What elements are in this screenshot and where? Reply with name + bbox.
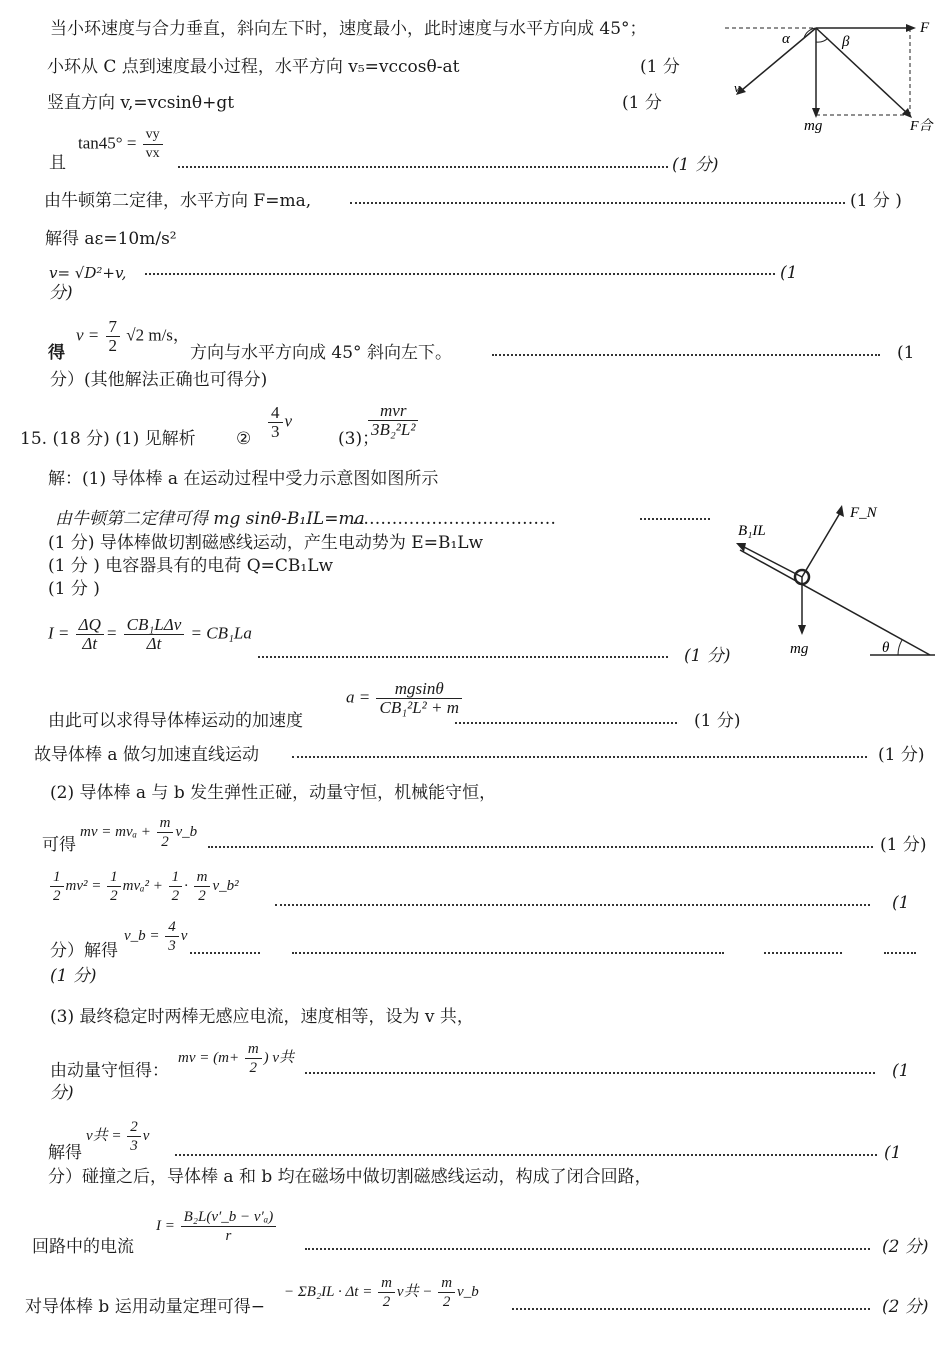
score-mark: (2 分) bbox=[882, 1297, 929, 1317]
score-mark: (1 bbox=[884, 1143, 902, 1163]
score-mark: (1 分) bbox=[878, 745, 925, 765]
text-line: (1 分 ) bbox=[48, 579, 100, 599]
leader-dots bbox=[258, 656, 668, 658]
eq-tail: v_b bbox=[457, 1283, 479, 1300]
eq-part: v_b² bbox=[212, 877, 239, 894]
label-Fhe: F合 bbox=[910, 119, 933, 134]
text-line: 由此可以求得导体棒运动的加速度 bbox=[48, 711, 303, 731]
score-mark: (1 分) bbox=[684, 646, 731, 666]
leader-dots bbox=[190, 952, 260, 954]
leader-dots bbox=[275, 904, 870, 906]
equation-momentum bbox=[80, 814, 197, 851]
text-line: 故导体棒 a 做匀加速直线运动 bbox=[34, 745, 259, 765]
text-line: 得 bbox=[48, 343, 65, 363]
eq-var: v bbox=[142, 1127, 150, 1144]
text-line: ……………………………… bbox=[352, 509, 556, 529]
answer-label: (3)； bbox=[338, 429, 380, 449]
equation-impulse bbox=[284, 1274, 479, 1311]
text-line: (1 分) 导体棒做切割磁感线运动，产生电动势为 E=B₁Lw bbox=[48, 533, 484, 553]
text-line: (3) 最终稳定时两棒无感应电流，速度相等，设为 v 共， bbox=[50, 1007, 474, 1027]
eq-num: 1 bbox=[50, 868, 64, 887]
leader-dots bbox=[305, 1248, 870, 1250]
eq-den: 2 bbox=[53, 888, 61, 904]
score-mark: 分) bbox=[50, 1083, 74, 1103]
eq-den: 3 bbox=[271, 422, 280, 441]
equation-vcommon bbox=[86, 1118, 149, 1155]
text-line: 竖直方向 v,=vcsinθ+gt bbox=[47, 93, 235, 113]
leader-dots bbox=[145, 273, 775, 275]
text-line: 解得 aε=10m/s² bbox=[45, 229, 177, 249]
equation-vb bbox=[124, 918, 187, 955]
label-alpha: α bbox=[782, 31, 790, 47]
leader-dots bbox=[512, 1308, 870, 1310]
eq-part: mv² = bbox=[65, 877, 102, 894]
text-line: 当小环速度与合力垂直，斜向左下时，速度最小，此时速度与水平方向成 45°； bbox=[50, 19, 647, 39]
eq-den: 2 bbox=[442, 1294, 451, 1310]
leader-dots bbox=[455, 722, 677, 724]
leader-dots bbox=[884, 952, 916, 954]
score-mark: (1 分) bbox=[880, 835, 927, 855]
eq-den: Δt bbox=[146, 634, 162, 653]
eq-num: m bbox=[194, 868, 211, 887]
force-diagram-ring bbox=[720, 10, 945, 135]
label-mg: mg bbox=[804, 118, 823, 134]
equation-tan45 bbox=[78, 126, 165, 163]
score-mark: (1 bbox=[892, 893, 910, 913]
text-line: 小环从 C 点到速度最小过程，水平方向 v₅=vccosθ-at bbox=[47, 57, 460, 77]
eq-var: v bbox=[180, 927, 188, 944]
eq-num: m bbox=[245, 1040, 262, 1059]
eq-num: mgsinθ bbox=[376, 680, 462, 699]
eq-num: 1 bbox=[107, 868, 121, 887]
eq-lhs: − ΣB₂IL · Δt = bbox=[284, 1283, 373, 1300]
text-line: 可得 bbox=[42, 835, 76, 855]
eq-tail: = CB₁La bbox=[190, 623, 252, 643]
eq-den: 2 bbox=[110, 888, 118, 904]
eq-den: 3 bbox=[168, 938, 176, 954]
label-F: F bbox=[920, 20, 930, 36]
text-line: 且 bbox=[49, 153, 66, 173]
score-mark: (1 分 ) bbox=[850, 191, 902, 211]
eq-den: 3 bbox=[130, 1138, 138, 1154]
text-line: 由牛顿第二定律，水平方向 F=ma, bbox=[44, 191, 312, 211]
eq-num: 1 bbox=[169, 868, 183, 887]
label-B1IL: B₁IL bbox=[738, 523, 766, 539]
eq-num: vy bbox=[143, 126, 163, 145]
eq-den: 3B₂²L² bbox=[371, 420, 416, 439]
text-line: 解：(1) 导体棒 a 在运动过程中受力示意图如图所示 bbox=[48, 469, 439, 489]
equation-conservation bbox=[178, 1040, 294, 1077]
leader-dots bbox=[175, 1154, 877, 1156]
text-line: 分）(其他解法正确也可得分) bbox=[50, 370, 268, 390]
answer-3 bbox=[366, 402, 420, 439]
equation-v bbox=[76, 318, 190, 355]
label-v: v bbox=[734, 80, 740, 95]
eq-num: m bbox=[157, 814, 174, 833]
eq-den: CB₁²L² + m bbox=[379, 698, 460, 717]
eq-lhs: I = bbox=[156, 1217, 175, 1234]
label-beta: β bbox=[842, 34, 850, 50]
score-mark: (1 分 bbox=[640, 57, 680, 77]
leader-dots bbox=[764, 952, 842, 954]
score-mark: (1 分) bbox=[50, 966, 97, 986]
eq-den: 2 bbox=[198, 888, 206, 904]
answer-label: ② bbox=[236, 429, 252, 449]
text-line: 方向与水平方向成 45° 斜向左下。 bbox=[190, 343, 452, 363]
text-line: (2) 导体棒 a 与 b 发生弹性正碰，动量守恒，机械能守恒， bbox=[50, 783, 497, 803]
eq-num: 4 bbox=[165, 918, 179, 937]
eq-den: vx bbox=[145, 146, 160, 161]
leader-dots bbox=[350, 202, 845, 204]
eq-lhs: mv = (m+ bbox=[178, 1049, 240, 1066]
equation-current-I: I = $\frac{\Delta Q}{\Delta t}$ = $\frac{\text{CB₁LΔv}}{\Delta t}$ = CB₁La bbox=[48, 615, 252, 653]
eq-den: 2 bbox=[382, 1294, 391, 1310]
eq-tail: √2 m/s， bbox=[126, 325, 190, 345]
text-line: 由牛顿第二定律可得 mg sinθ-B₁IL=ma bbox=[55, 509, 365, 529]
score-mark: (1 分) bbox=[694, 711, 741, 731]
eq-var: v bbox=[284, 411, 293, 431]
text-line: 由动量守恒得： bbox=[50, 1061, 169, 1081]
label-mg: mg bbox=[790, 641, 809, 657]
eq-num: 2 bbox=[127, 1118, 141, 1137]
text-line: 解得 bbox=[48, 1143, 82, 1163]
eq-num: mvr bbox=[368, 402, 418, 421]
score-mark: (1 bbox=[892, 1061, 910, 1081]
eq-tail: v_b bbox=[175, 823, 198, 840]
eq-lhs: I = bbox=[48, 623, 70, 643]
label-FN: F_N bbox=[850, 505, 877, 521]
leader-dots bbox=[292, 952, 724, 954]
equation-acceleration bbox=[346, 680, 464, 717]
eq-part: · bbox=[184, 877, 188, 894]
eq-tail: ) v共 bbox=[263, 1049, 295, 1066]
text-line: 回路中的电流 bbox=[32, 1237, 134, 1257]
leader-dots bbox=[492, 354, 880, 356]
score-mark: (1 bbox=[780, 263, 798, 283]
equation-energy bbox=[48, 868, 239, 905]
leader-dots bbox=[305, 1072, 875, 1074]
text-line: 分）碰撞之后，导体棒 a 和 b 均在磁场中做切割磁感线运动，构成了闭合回路， bbox=[48, 1167, 652, 1187]
eq-num: m bbox=[438, 1274, 455, 1293]
score-mark: (1 bbox=[897, 343, 915, 363]
score-mark: (1 分) bbox=[672, 155, 719, 175]
leader-dots bbox=[178, 166, 668, 168]
eq-lhs: v共 = bbox=[86, 1127, 122, 1144]
text-line: 对导体棒 b 运用动量定理可得− bbox=[25, 1297, 265, 1317]
eq-den: 2 bbox=[249, 1060, 257, 1076]
leader-dots bbox=[292, 756, 867, 758]
eq-part: v共 − bbox=[396, 1283, 433, 1300]
text-line: 分）解得 bbox=[50, 941, 118, 961]
eq-den: 2 bbox=[161, 834, 169, 850]
eq-lhs: a = bbox=[346, 687, 371, 707]
eq-den: 2 bbox=[108, 336, 118, 355]
text-line: v= √D²+v, bbox=[49, 264, 127, 282]
score-mark: (2 分) bbox=[882, 1237, 929, 1257]
leader-dots bbox=[208, 846, 873, 848]
eq-num: B₂L(v′_b − v′ₐ) bbox=[181, 1208, 277, 1227]
eq-den: Δt bbox=[82, 634, 98, 653]
force-diagram-rod bbox=[730, 495, 940, 665]
eq-den: 2 bbox=[171, 888, 180, 904]
label-theta: θ bbox=[882, 640, 890, 656]
eq-num: 7 bbox=[106, 318, 121, 337]
eq-lhs: v = bbox=[76, 325, 100, 345]
eq-num: m bbox=[378, 1274, 395, 1293]
eq-num: ΔQ bbox=[76, 616, 104, 635]
eq-lhs: tan45° = bbox=[78, 133, 137, 153]
eq-num: 4 bbox=[268, 404, 283, 423]
eq-lhs: mv = mvₐ + bbox=[80, 823, 151, 840]
eq-part: mvₐ² + bbox=[122, 877, 163, 894]
leader-dots bbox=[640, 518, 710, 520]
eq-num: CB₁LΔv bbox=[124, 616, 185, 635]
score-mark: 分) bbox=[49, 283, 73, 303]
eq-lhs: v_b = bbox=[124, 927, 160, 944]
eq-den: r bbox=[225, 1228, 232, 1244]
score-mark: (1 分 bbox=[622, 93, 662, 113]
answer-2 bbox=[266, 404, 292, 441]
question-header: 15. (18 分) (1) 见解析 bbox=[20, 429, 196, 449]
equation-loop-current bbox=[156, 1208, 278, 1245]
text-line: (1 分 ) 电容器具有的电荷 Q=CB₁Lw bbox=[48, 556, 334, 576]
